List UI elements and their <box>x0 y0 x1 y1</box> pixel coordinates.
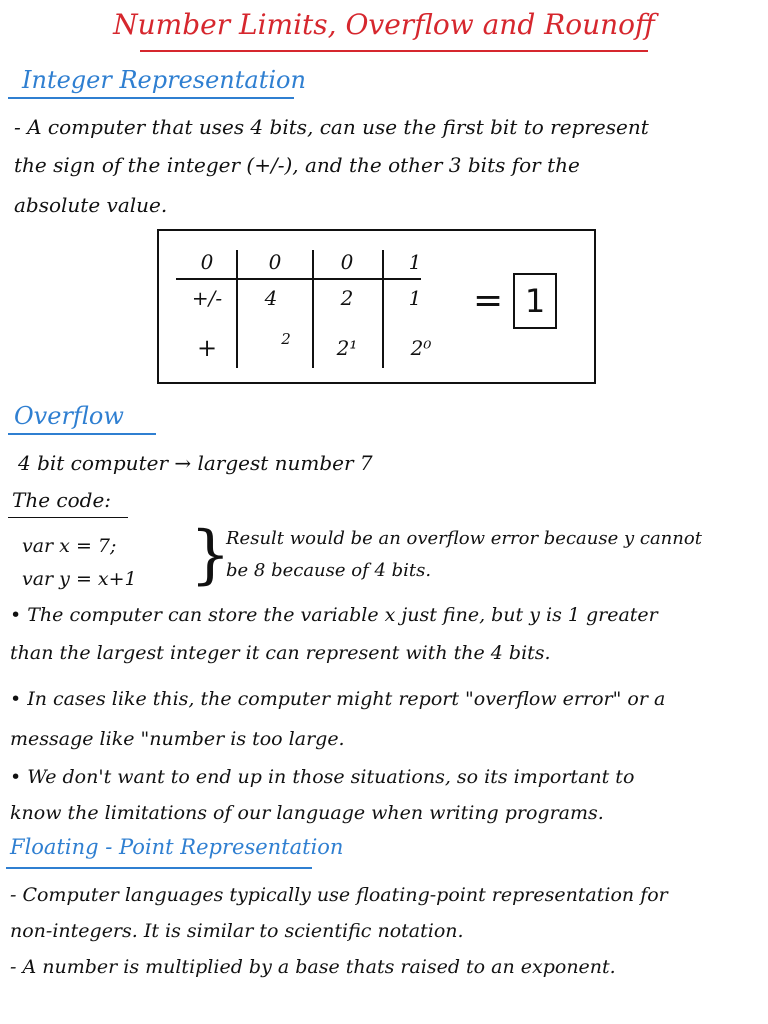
overflow-line-1: 4 bit computer → largest number 7 <box>18 451 373 475</box>
floating-point-heading-underline <box>6 867 312 869</box>
code-line-2: var y = x+1 <box>22 568 137 590</box>
integer-line-1: - A computer that uses 4 bits, can use the first bit to represent <box>14 115 649 139</box>
floating-point-line-1: - Computer languages typically use floating-point representation for <box>10 884 668 906</box>
bit-cell-r3c1: + <box>196 334 218 362</box>
integer-line-3: absolute value. <box>14 193 168 217</box>
title-underline <box>140 50 648 52</box>
bit-table-header-line <box>176 278 421 280</box>
floating-point-line-3: - A number is multiplied by a base thats raised to an exponent. <box>10 956 616 978</box>
bit-cell-r3c4: 2⁰ <box>410 336 432 360</box>
bit-table-divider-1 <box>236 250 238 368</box>
bit-cell-r3c3: 2¹ <box>336 336 358 360</box>
equals-sign: = <box>473 280 504 321</box>
brace-symbol: } <box>190 518 231 592</box>
bit-cell-r2c4: 1 <box>408 286 422 310</box>
bit-cell-r1c4: 1 <box>408 250 422 274</box>
integer-representation-heading: Integer Representation <box>22 66 306 94</box>
overflow-note-line-1: Result would be an overflow error because y cannot <box>226 528 702 549</box>
overflow-heading: Overflow <box>14 402 124 430</box>
overflow-bullet-3-line-2: know the limitations of our language when writing programs. <box>10 802 604 824</box>
code-heading: The code: <box>12 488 112 512</box>
overflow-heading-underline <box>8 433 156 435</box>
overflow-bullet-2-line-2: message like "number is too large. <box>10 728 345 750</box>
bit-table-divider-3 <box>382 250 384 368</box>
code-line-1: var x = 7; <box>22 535 117 557</box>
overflow-bullet-1-line-1: • The computer can store the variable x just fine, but y is 1 greater <box>10 604 658 626</box>
overflow-bullet-1-line-2: than the largest integer it can represent with the 4 bits. <box>10 642 551 664</box>
bit-cell-r2c3: 2 <box>340 286 354 310</box>
bit-table-divider-2 <box>312 250 314 368</box>
floating-point-line-2: non-integers. It is similar to scientific notation. <box>10 920 464 942</box>
bit-cell-r1c2: 0 <box>268 250 282 274</box>
result-box: 1 <box>513 273 557 329</box>
code-heading-underline <box>8 517 128 518</box>
bit-cell-r2c2: 4 <box>264 286 278 310</box>
bit-cell-r3c2: 2 <box>281 330 291 348</box>
page-title: Number Limits, Overflow and Rounoff <box>113 8 655 41</box>
overflow-bullet-2-line-1: • In cases like this, the computer might report "overflow error" or a <box>10 688 666 710</box>
bit-cell-r1c3: 0 <box>340 250 354 274</box>
overflow-note-line-2: be 8 because of 4 bits. <box>226 560 432 581</box>
bit-cell-r2c1: +/- <box>191 286 223 310</box>
bit-cell-r1c1: 0 <box>200 250 214 274</box>
floating-point-heading: Floating - Point Representation <box>10 835 344 859</box>
integer-line-2: the sign of the integer (+/-), and the other 3 bits for the <box>14 153 580 177</box>
overflow-bullet-3-line-1: • We don't want to end up in those situations, so its important to <box>10 766 635 788</box>
integer-heading-underline <box>8 97 294 99</box>
